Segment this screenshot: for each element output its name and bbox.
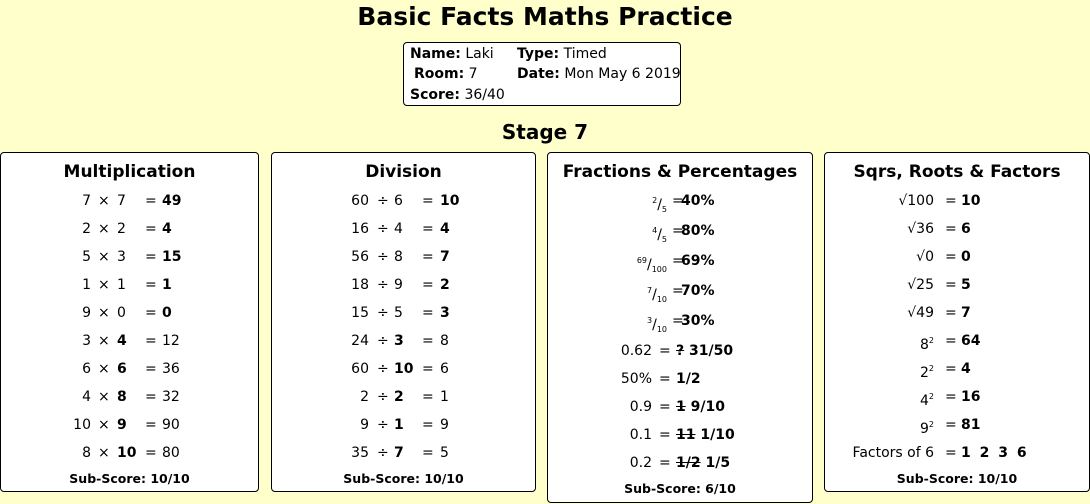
equation-row [1,243,258,271]
answer: 9 [440,417,449,433]
operand-b: 7 [394,445,404,461]
answer-group [676,393,725,421]
exponent: 2 [928,392,934,401]
operand-a: 5 [82,249,91,265]
operator: ÷ [377,389,389,405]
root-row [825,243,1089,271]
operand-a: 7 [82,193,91,209]
equation-row [272,215,535,243]
equals-sign: = [145,389,157,405]
numerator: 4 [652,226,658,235]
equation-row [1,383,258,411]
equals-sign: = [659,399,671,415]
operand-b: 2 [117,221,126,237]
question: 0.2 [629,455,652,471]
answer: 0 [162,305,172,321]
equation-row [1,327,258,355]
equals-sign: = [672,253,684,269]
equals-sign: = [145,277,157,293]
equals-sign: = [945,333,957,349]
operand-a: 16 [351,221,369,237]
operand-a: 9 [360,417,369,433]
answer: 70% [681,283,715,299]
operand-a: 6 [82,361,91,377]
name-field: Name: Laki [410,46,494,62]
student-info-box [403,42,681,106]
equals-sign: = [659,455,671,471]
answer: 1/10 [700,427,735,443]
root-question: √25 [907,277,934,293]
operator: ÷ [377,333,389,349]
equals-sign: = [422,305,434,321]
wrong-answer: 1 [676,399,686,415]
operand-b: 2 [394,389,404,405]
fraction-question: $^{69}/_{100}$ [636,256,667,274]
factors-row [825,439,1089,467]
base: 9 [919,421,929,437]
denominator: 5 [661,205,667,214]
question: 0.9 [629,399,652,415]
denominator: 5 [661,235,667,244]
equals-sign: = [145,305,157,321]
answer: 1 2 3 6 [961,445,1027,461]
value-row [548,449,812,477]
date-field: Date: Mon May 6 2019 [517,66,681,82]
equals-sign: = [422,361,434,377]
answer: 6 [961,221,971,237]
operator: × [98,305,110,321]
equation-row [272,439,535,467]
operand-b: 10 [394,361,414,377]
multiplication-title: Multiplication [63,162,196,182]
fractions-title: Fractions & Percentages [562,162,798,182]
operator: ÷ [377,361,389,377]
operand-a: 3 [82,333,91,349]
room-field: Room: 7 [414,66,478,82]
operator: × [98,361,110,377]
equals-sign: = [945,445,957,461]
division-subscore: Sub-Score: 10/10 [343,471,464,486]
answer: 3 [440,305,450,321]
equals-sign: = [145,333,157,349]
operand-b: 3 [117,249,126,265]
roots-title: Sqrs, Roots & Factors [853,162,1061,182]
value-row [548,337,812,365]
answer-group [676,449,730,477]
wrong-answer: 1/2 [676,455,701,471]
equation-row [272,383,535,411]
operand-b: 0 [117,305,126,321]
operand-a: 56 [351,249,369,265]
fraction-row [548,277,812,305]
equals-sign: = [422,417,434,433]
answer: 80 [162,445,180,461]
equation-row [272,299,535,327]
fraction-question: $^2/_5$ [652,196,667,214]
base: 4 [919,393,929,409]
equals-sign: = [422,277,434,293]
answer: 1/2 [676,371,701,387]
numerator: 7 [647,286,653,295]
answer: 4 [961,361,971,377]
answer: 7 [961,305,971,321]
operand-a: 9 [82,305,91,321]
operand-b: 3 [394,333,404,349]
equals-sign: = [659,371,671,387]
square-row [825,383,1089,411]
wrong-answer: 11 [676,427,696,443]
equals-sign: = [672,223,684,239]
multiplication-subscore: Sub-Score: 10/10 [69,471,190,486]
operand-b: 4 [117,333,127,349]
fractions-panel [547,152,813,503]
answer: 7 [440,249,450,265]
answer: 4 [162,221,172,237]
factors-question: Factors of 6 [852,445,934,461]
equals-sign: = [945,417,957,433]
answer: 10 [440,193,460,209]
operand-b: 8 [394,249,403,265]
numerator: 3 [647,316,653,325]
answer: 12 [162,333,180,349]
numerator: 69 [636,256,647,265]
answer: 69% [681,253,715,269]
operator: × [98,445,110,461]
operand-a: 2 [82,221,91,237]
equation-row [1,187,258,215]
operand-a: 15 [351,305,369,321]
equals-sign: = [422,389,434,405]
answer: 15 [162,249,182,265]
equals-sign: = [145,417,157,433]
equals-sign: = [422,333,434,349]
operand-b: 1 [117,277,126,293]
operator: ÷ [377,445,389,461]
page-title: Basic Facts Maths Practice [357,2,733,31]
answer: 1 [440,389,449,405]
equals-sign: = [672,193,684,209]
answer: 1/5 [705,455,731,471]
value-row [548,393,812,421]
answer: 80% [681,223,715,239]
answer: 9/10 [690,399,725,415]
answer: 90 [162,417,180,433]
denominator: 10 [656,295,667,304]
answer-group [676,365,701,393]
equals-sign: = [945,277,957,293]
answer: 30% [681,313,715,329]
root-question: √49 [907,305,934,321]
equals-sign: = [945,193,957,209]
answer: 64 [961,333,981,349]
equals-sign: = [659,343,671,359]
operand-b: 1 [394,417,404,433]
exponent: 2 [928,336,934,345]
operand-b: 6 [117,361,127,377]
equals-sign: = [422,193,434,209]
equation-row [1,299,258,327]
answer: 49 [162,193,182,209]
equals-sign: = [945,389,957,405]
operand-a: 2 [360,389,369,405]
equals-sign: = [422,445,434,461]
answer: 5 [961,277,971,293]
operator: × [98,221,110,237]
fraction-row [548,217,812,245]
equation-row [1,271,258,299]
denominator: 100 [651,265,667,274]
root-row [825,271,1089,299]
answer: 10 [961,193,981,209]
equals-sign: = [672,283,684,299]
equals-sign: = [422,249,434,265]
operator: × [98,249,110,265]
operand-a: 10 [73,417,91,433]
equals-sign: = [659,427,671,443]
equation-row [272,187,535,215]
base: 2 [919,365,929,381]
answer: 81 [961,417,981,433]
equation-row [272,271,535,299]
operand-b: 7 [117,193,126,209]
operand-b: 4 [394,221,403,237]
operand-b: 9 [394,277,403,293]
answer: 32 [162,389,180,405]
equation-row [272,243,535,271]
operator: × [98,277,110,293]
equation-row [272,327,535,355]
fraction-question: $^7/_{10}$ [647,286,667,304]
operand-b: 8 [117,389,127,405]
root-row [825,187,1089,215]
answer-group [676,337,733,365]
answer: 8 [440,333,449,349]
operator: × [98,417,110,433]
question: 50% [620,371,652,387]
equals-sign: = [945,249,957,265]
operand-a: 8 [82,445,91,461]
answer: 0 [961,249,971,265]
value-row [548,365,812,393]
operand-a: 60 [351,193,369,209]
square-row [825,355,1089,383]
operator: ÷ [377,193,389,209]
answer: 40% [681,193,715,209]
division-panel [271,152,536,492]
division-title: Division [365,162,442,182]
root-question: √100 [898,193,934,209]
operand-b: 5 [394,305,403,321]
root-question: √36 [907,221,934,237]
wrong-answer: ? [676,343,685,359]
type-field: Type: Timed [517,46,607,62]
multiplication-panel [0,152,259,492]
operand-a: 1 [82,277,91,293]
answer: 1 [162,277,172,293]
equals-sign: = [145,221,157,237]
operand-b: 9 [117,417,127,433]
numerator: 2 [652,196,658,205]
operator: × [98,193,110,209]
equation-row [272,411,535,439]
fractions-subscore: Sub-Score: 6/10 [624,481,736,496]
square-row [825,411,1089,439]
answer: 2 [440,277,450,293]
answer: 4 [440,221,450,237]
answer: 36 [162,361,180,377]
operator: ÷ [377,249,389,265]
exponent: 2 [928,364,934,373]
answer: 31/50 [689,343,734,359]
operand-a: 18 [351,277,369,293]
score-field: Score: 36/40 [410,87,505,103]
fraction-question: $^4/_5$ [652,226,667,244]
operator: ÷ [377,277,389,293]
equals-sign: = [945,221,957,237]
equation-row [1,215,258,243]
question: 0.1 [629,427,652,443]
base: 8 [919,337,929,353]
roots-panel [824,152,1090,492]
operator: × [98,333,110,349]
root-row [825,215,1089,243]
equals-sign: = [422,221,434,237]
operand-b: 10 [117,445,137,461]
equation-row [1,439,258,467]
operand-a: 35 [351,445,369,461]
equation-row [1,355,258,383]
equation-row [272,355,535,383]
root-row [825,299,1089,327]
equals-sign: = [145,193,157,209]
operator: ÷ [377,417,389,433]
operand-b: 6 [394,193,403,209]
value-row [548,421,812,449]
equation-row [1,411,258,439]
root-question: √0 [916,249,934,265]
stage-heading: Stage 7 [501,120,589,144]
equals-sign: = [145,445,157,461]
answer-group [676,421,735,449]
operator: × [98,389,110,405]
fraction-question: $^3/_{10}$ [647,316,667,334]
operand-a: 4 [82,389,91,405]
answer: 5 [440,445,449,461]
equals-sign: = [145,361,157,377]
question: 0.62 [620,343,652,359]
fraction-row [548,247,812,275]
roots-subscore: Sub-Score: 10/10 [896,471,1018,486]
operand-a: 24 [351,333,369,349]
equals-sign: = [945,361,957,377]
equals-sign: = [672,313,684,329]
denominator: 10 [656,325,667,334]
fraction-row [548,307,812,335]
answer: 16 [961,389,981,405]
operator: ÷ [377,221,389,237]
fraction-row [548,187,812,215]
operator: ÷ [377,305,389,321]
equals-sign: = [945,305,957,321]
answer: 6 [440,361,449,377]
exponent: 2 [928,420,934,429]
equals-sign: = [145,249,157,265]
square-row [825,327,1089,355]
operand-a: 60 [351,361,369,377]
